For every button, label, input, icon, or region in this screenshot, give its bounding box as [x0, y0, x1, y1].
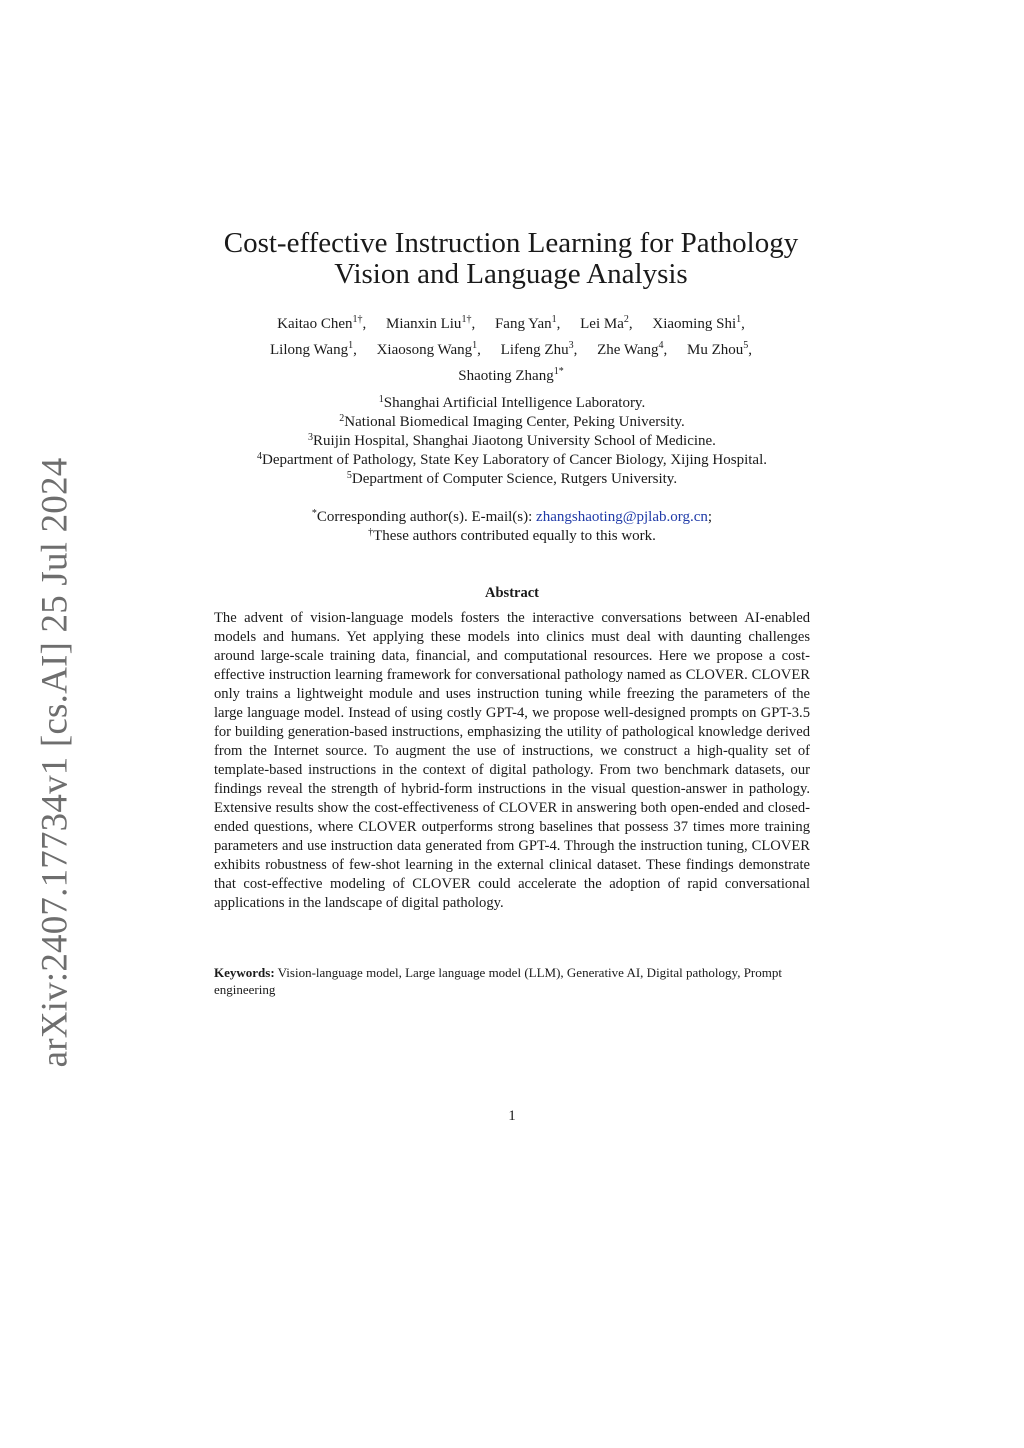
affiliation: $^1$Shanghai Artificial Intelligence Laboratory.: [378, 394, 646, 411]
author: Mu Zhou$^5$,: [687, 340, 752, 358]
author: Fang Yan$^1$,: [494, 314, 561, 332]
keywords-text: Vision-language model, Large language model (LLM), Generative AI, Digital pathology, Prompt engineering: [214, 965, 782, 997]
author: Xiaoming Shi$^1$,: [652, 314, 745, 332]
abstract-body: The advent of vision-language models fosters the interactive conversations between AI-enabled models and humans. Yet applying these models into clinics must deal with daunting challenges around large-scale training data, financial, and computational resources. Here we propose a cost-effective instruction learning framework for conversational pathology named as CLOVER. CLOVER only trains a lightweight module and uses instruction tuning while freezing the parameters of the large language model. Instead of using costly GPT-4, we propose well-designed prompts on GPT-3.5 for building generation-based instructions, emphasizing the utility of pathological knowledge derived from the Internet source. To augment the use of instructions, we construct a high-quality set of template-based instructions in the context of digital pathology. From two benchmark datasets, our findings reveal the strength of hybrid-form instructions in the visual question-answer in pathology. Extensive results show the cost-effectiveness of CLOVER in answering both open-ended and closed-ended questions, where CLOVER outperforms strong baselines that possess 37 times more training parameters and use instruction data generated from GPT-4. Through the instruction tuning, CLOVER exhibits robustness of few-shot learning in the external clinical dataset. These findings demonstrate that cost-effective modeling of CLOVER could accelerate the adoption of rapid conversational applications in the landscape of digital pathology.: [214, 610, 810, 911]
author-notes: [160, 508, 864, 546]
equal-contribution-note: †These authors contributed equally to this work.: [368, 527, 656, 544]
affiliation: $^5$Department of Computer Science, Rutgers University.: [346, 470, 678, 487]
affiliation: $^3$Ruijin Hospital, Shanghai Jiaotong University School of Medicine.: [308, 432, 716, 449]
keywords-label: Keywords:: [214, 965, 275, 980]
email-link[interactable]: zhangshaoting@pjlab.org.cn: [536, 509, 708, 525]
author: Lilong Wang$^1$,: [269, 340, 357, 358]
abstract-heading: Abstract: [485, 585, 539, 601]
author: Kaitao Chen$^{1\dagger}$,: [277, 314, 367, 332]
arxiv-identifier-text: arXiv:2407.17734v1 [cs.AI] 25 Jul 2024: [34, 457, 76, 1067]
corresponding-author-note: *Corresponding author(s). E-mail(s): zhangshaoting@pjlab.org.cn;: [311, 508, 713, 525]
author: Lei Ma$^2$,: [580, 314, 633, 332]
page-number: 1: [508, 1108, 516, 1124]
author: Mianxin Liu$^{1\dagger}$,: [386, 314, 476, 332]
author: Xiaosong Wang$^1$,: [376, 340, 481, 358]
affiliation: $^2$National Biomedical Imaging Center, Peking University.: [339, 413, 685, 430]
arxiv-identifier-stamp: [27, 457, 83, 1067]
author: Shaoting Zhang$^{1*}$: [458, 366, 564, 384]
paper-title: Cost-effective Instruction Learning for Pathology Vision and Language Analysis: [223, 227, 799, 290]
keywords: [214, 964, 810, 998]
affiliation-list: [160, 394, 864, 489]
affiliation: $^4$Department of Pathology, State Key Laboratory of Cancer Biology, Xijing Hospital.: [256, 451, 768, 468]
author: Lifeng Zhu$^3$,: [500, 340, 578, 358]
author-list: [200, 311, 822, 389]
author: Zhe Wang$^4$,: [597, 340, 668, 358]
